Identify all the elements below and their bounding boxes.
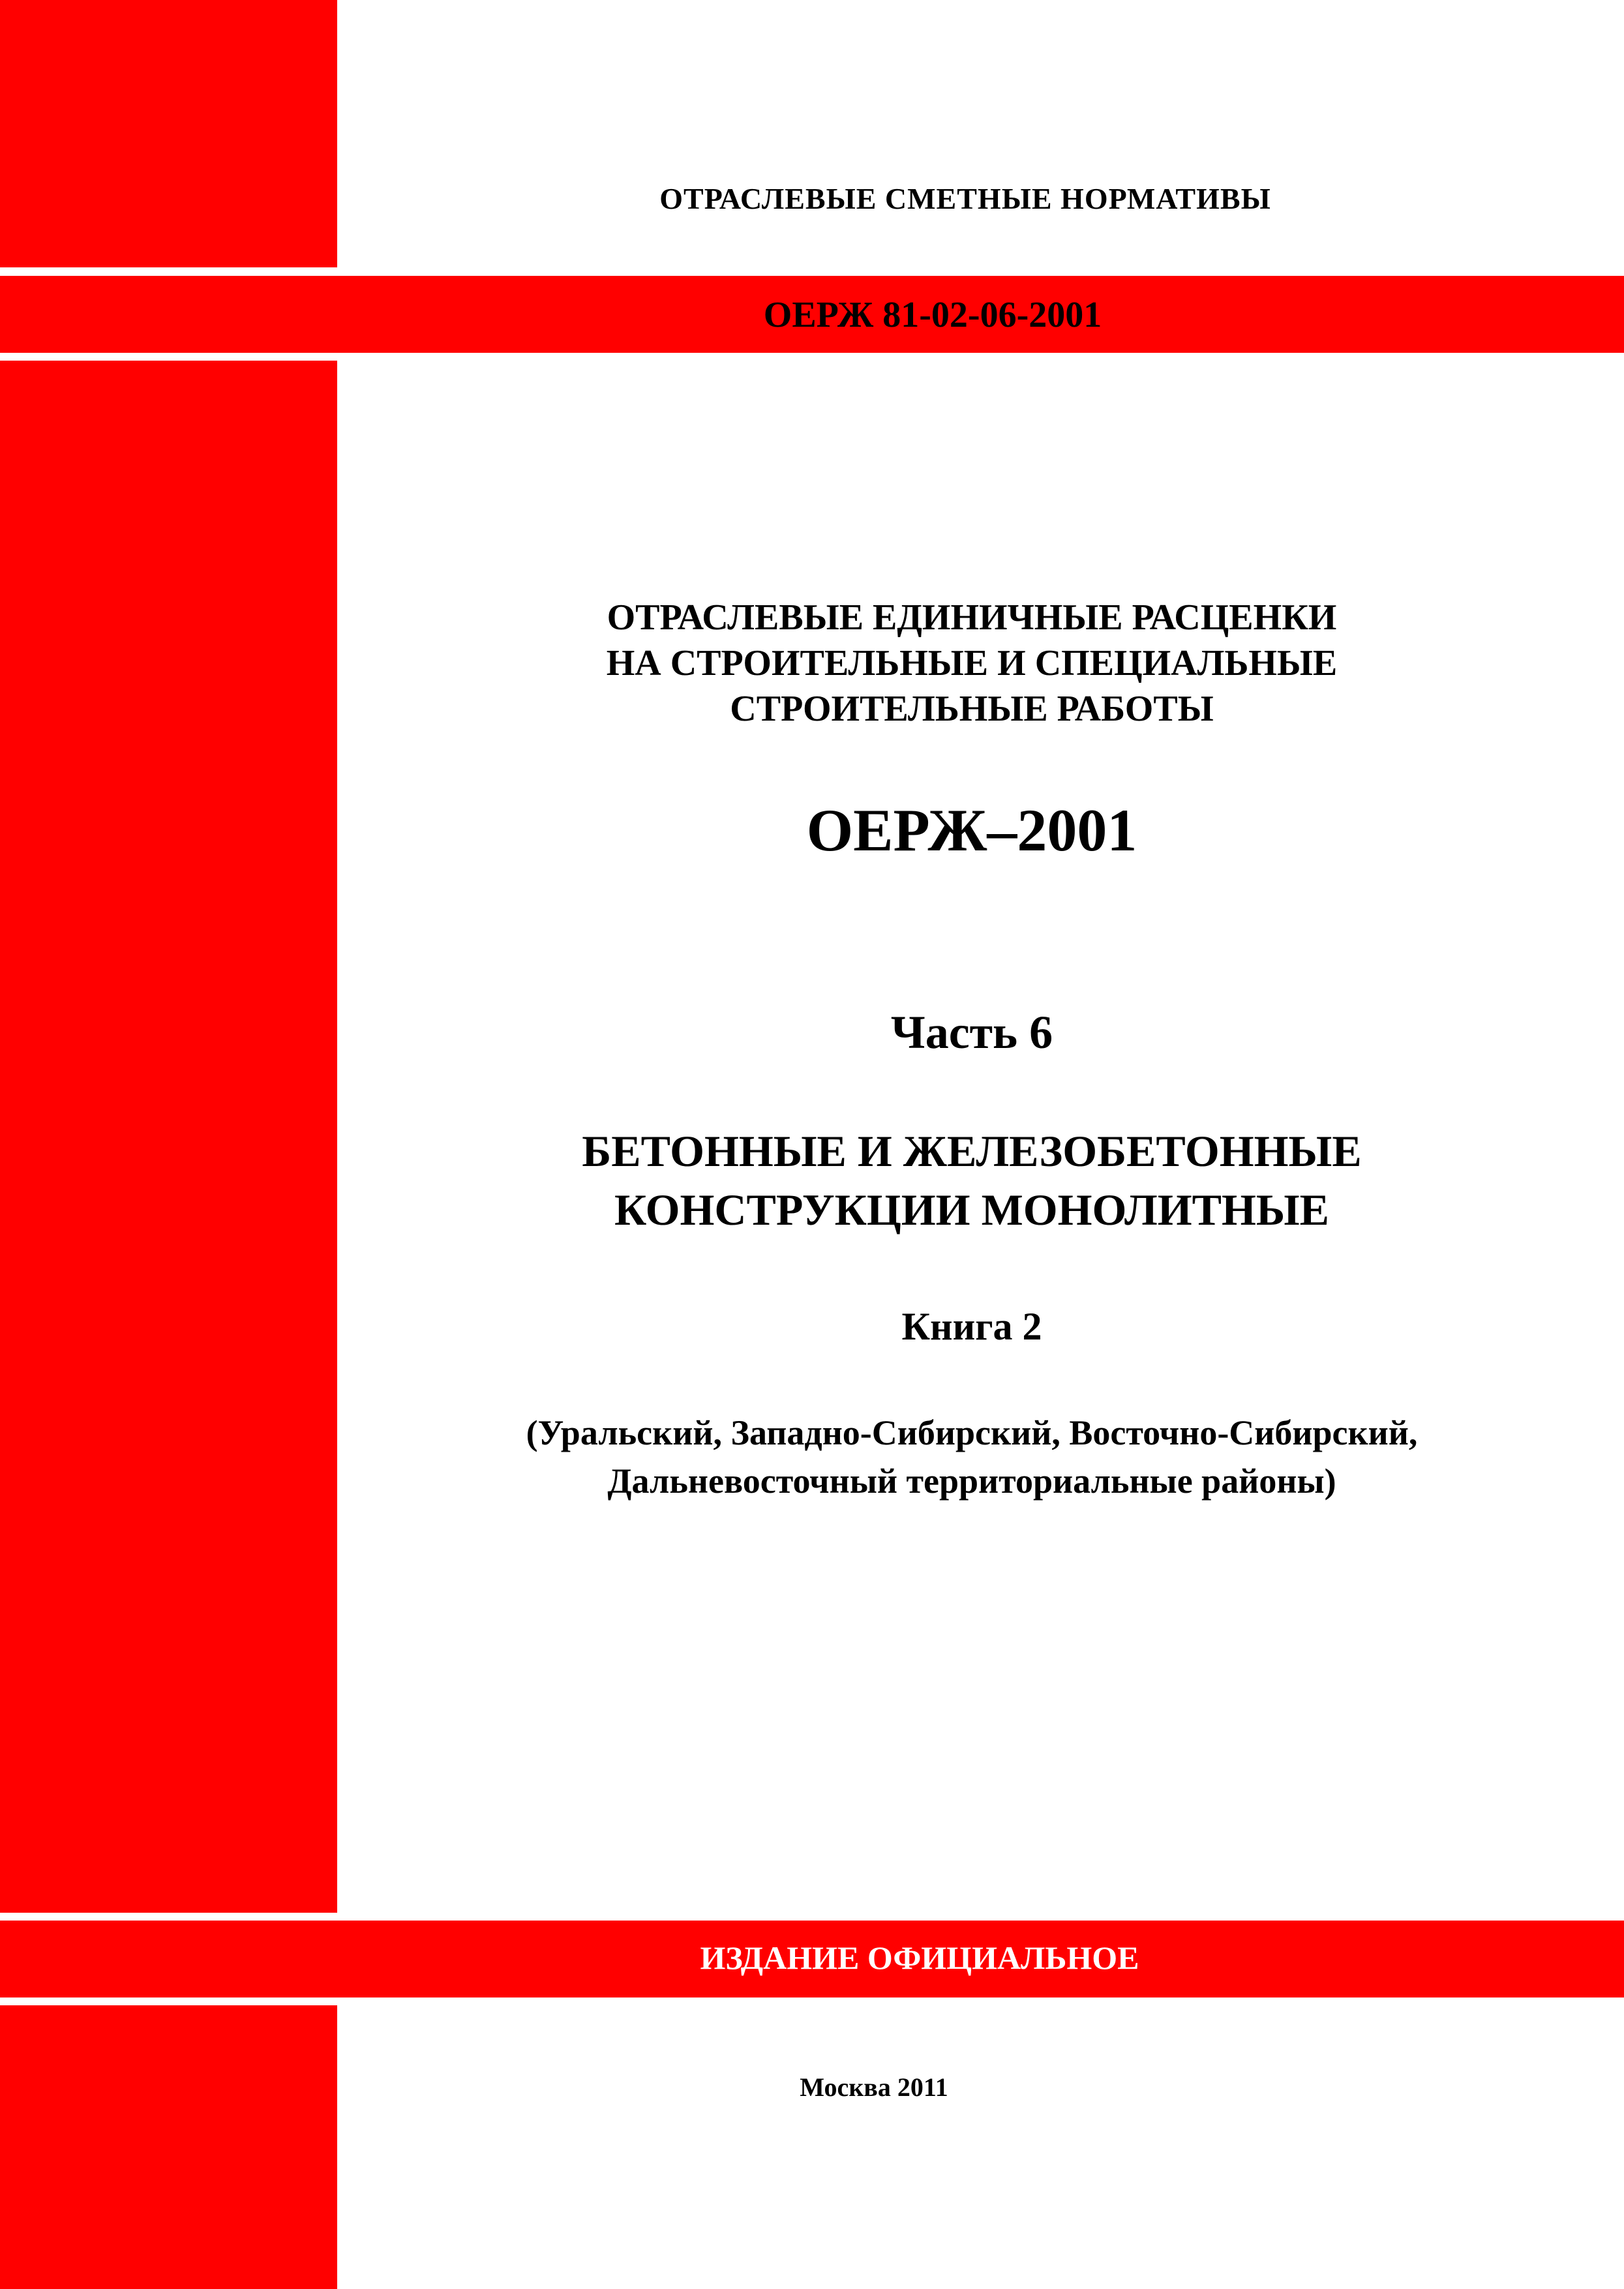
book-number: Книга 2 [901,1305,1042,1348]
edition-label: ИЗДАНИЕ ОФИЦИАЛЬНОЕ [700,1939,1139,1976]
left-red-band-top [0,0,337,267]
main-title-line-3: СТРОИТЕЛЬНЫЕ РАБОТЫ [730,689,1214,729]
section-title-line-2: КОНСТРУКЦИИ МОНОЛИТНЫЕ [614,1185,1329,1234]
series-title: ОТРАСЛЕВЫЕ СМЕТНЫЕ НОРМАТИВЫ [659,182,1271,215]
main-title-line-2: НА СТРОИТЕЛЬНЫЕ И СПЕЦИАЛЬНЫЕ [606,643,1338,683]
part-number: Часть 6 [890,1006,1053,1058]
regions-line-2: Дальневосточный территориальные районы) [607,1461,1336,1501]
regions-line-1: (Уральский, Западно-Сибирский, Восточно-Сибирский, [526,1413,1418,1452]
city-year: Москва 2011 [800,2072,948,2102]
section-title [391,1122,1552,1239]
document-code: ОЕРЖ 81-02-06-2001 [763,295,1102,335]
main-title [391,595,1552,732]
system-name: ОЕРЖ–2001 [806,797,1137,863]
section-title-line-1: БЕТОННЫЕ И ЖЕЛЕЗОБЕТОННЫЕ [582,1126,1362,1176]
main-title-line-1: ОТРАСЛЕВЫЕ ЕДИНИЧНЫЕ РАСЦЕНКИ [607,597,1337,638]
left-red-band-middle [0,361,337,1913]
left-red-band-bottom [0,2005,337,2289]
regions-note [365,1409,1578,1505]
